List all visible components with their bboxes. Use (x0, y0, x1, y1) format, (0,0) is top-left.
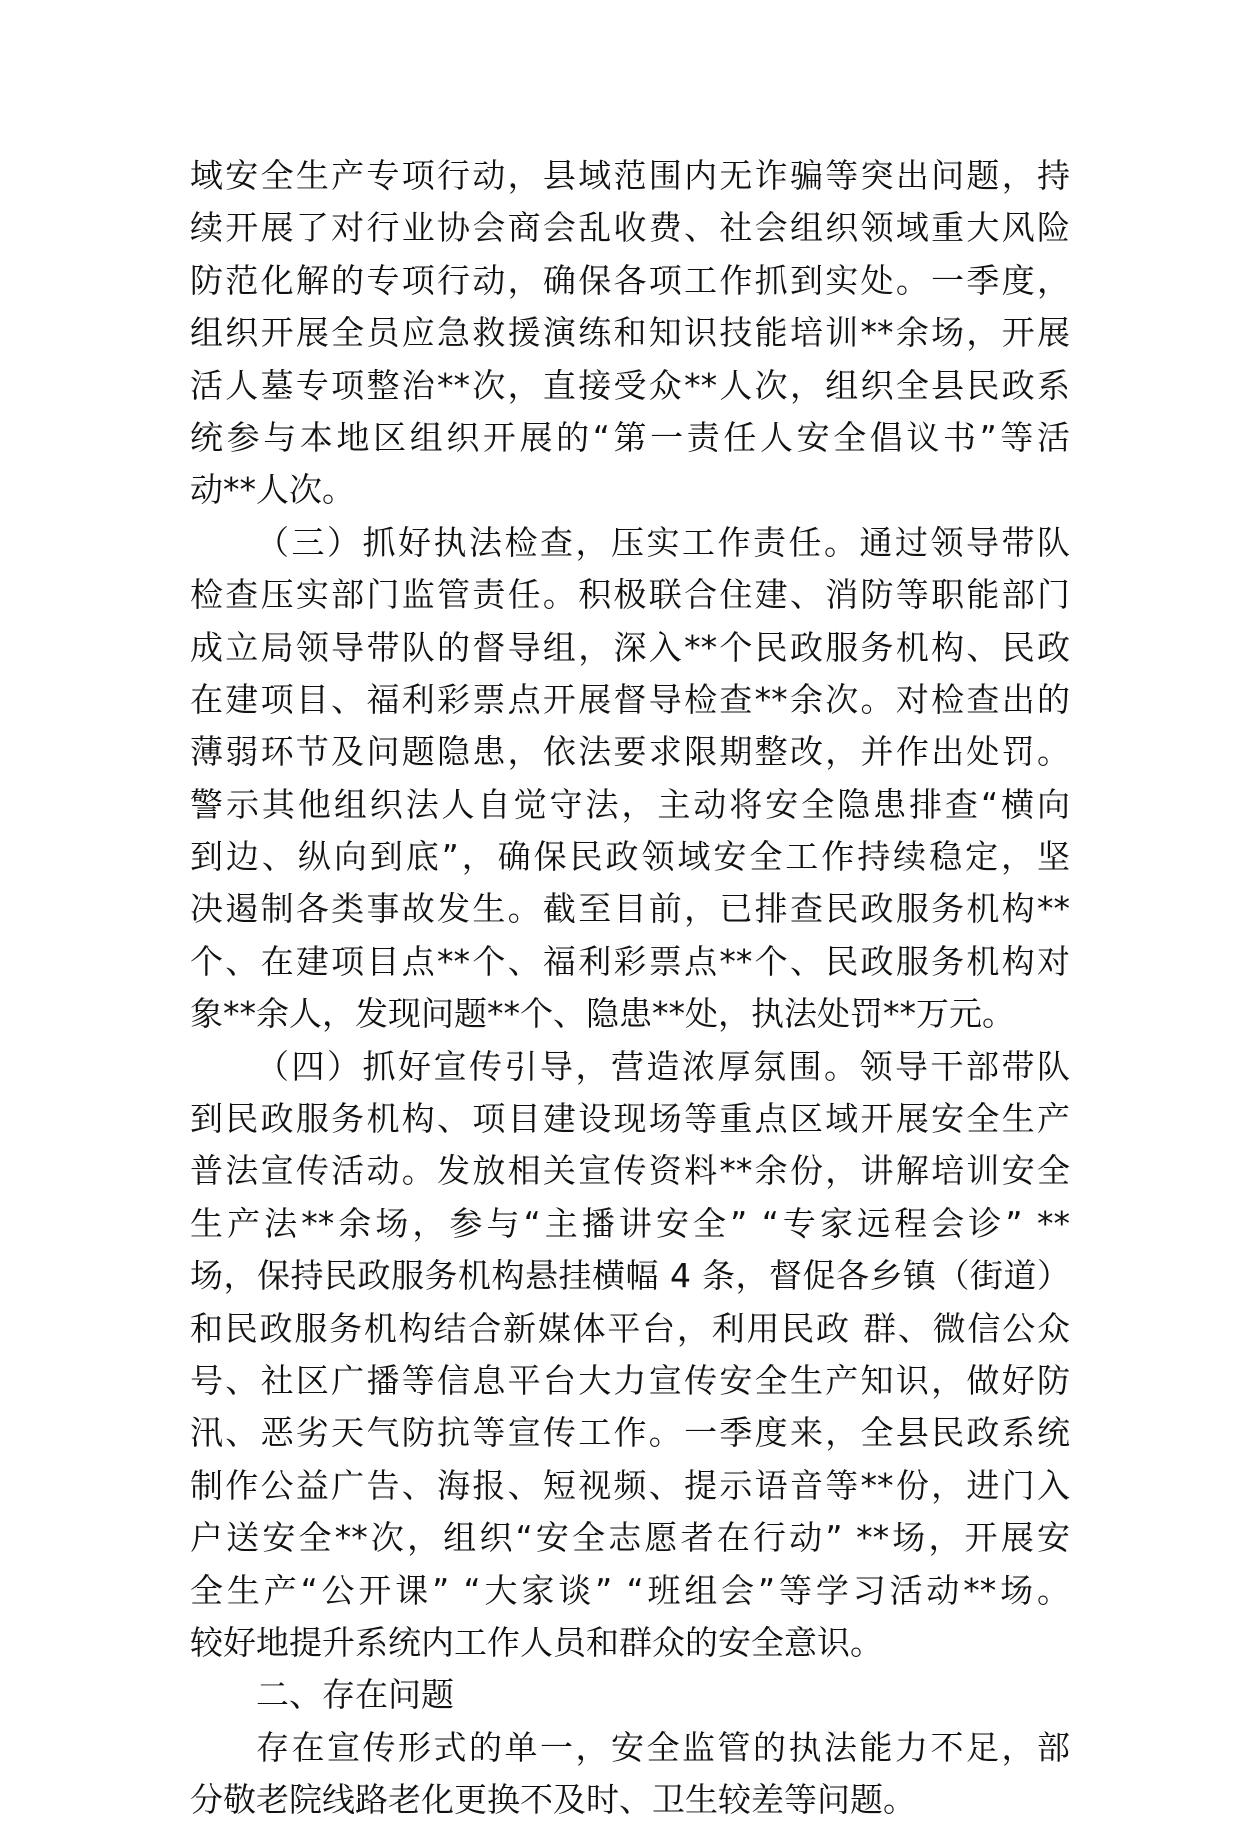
text-line: 防范化解的专项行动，确保各项工作抓到实处。一季度， (190, 260, 1070, 300)
text-line: 动**人次。 (190, 470, 355, 510)
text-line: （四）抓好宣传引导，营造浓厚氛围。领导干部带队 (256, 1046, 1070, 1086)
text-line: 到边、纵向到底”，确保民政领域安全工作持续稳定，坚 (190, 837, 1070, 877)
text-line: 域安全生产专项行动，县域范围内无诈骗等突出问题，持 (190, 156, 1070, 195)
text-line: 续开展了对行业协会商会乱收费、社会组织领域重大风险 (190, 208, 1070, 248)
text-line: 检查压实部门监管责任。积极联合住建、消防等职能部门 (190, 575, 1070, 615)
text-line: 分敬老院线路老化更换不及时、卫生较差等问题。 (190, 1780, 916, 1820)
text-line: 场，保持民政服务机构悬挂横幅 4 条，督促各乡镇（街道） (190, 1256, 1070, 1296)
text-line: 户送安全**次，组织“安全志愿者在行动” **场，开展安 (190, 1518, 1070, 1558)
text-line: 到民政服务机构、项目建设现场等重点区域开展安全生产 (190, 1099, 1070, 1139)
text-line: 个、在建项目点**个、福利彩票点**个、民政服务机构对 (190, 941, 1070, 981)
text-line: 活人墓专项整治**次，直接受众**人次，组织全县民政系 (190, 365, 1070, 405)
text-line: 组织开展全员应急救援演练和知识技能培训**余场，开展 (190, 313, 1070, 353)
text-line: 薄弱环节及问题隐患，依法要求限期整改，并作出处罚。 (190, 732, 1070, 772)
text-line: 普法宣传活动。发放相关宣传资料**余份，讲解培训安全 (190, 1151, 1070, 1191)
text-line: 警示其他组织法人自觉守法，主动将安全隐患排查“横向 (190, 784, 1070, 824)
text-line: 统参与本地区组织开展的“第一责任人安全倡议书”等活 (190, 417, 1070, 457)
text-line: 成立局领导带队的督导组，深入**个民政服务机构、民政 (190, 627, 1070, 667)
text-line: 存在宣传形式的单一，安全监管的执法能力不足，部 (256, 1727, 1070, 1767)
text-line: 二、存在问题 (256, 1675, 454, 1715)
text-line: 全生产“公开课” “大家谈” “班组会”等学习活动**场。 (190, 1570, 1070, 1610)
text-line: 汛、恶劣天气防抗等宣传工作。一季度来，全县民政系统 (190, 1413, 1070, 1453)
text-line: 生产法**余场，参与“主播讲安全” “专家远程会诊” ** (190, 1203, 1070, 1243)
text-line: 较好地提升系统内工作人员和群众的安全意识。 (190, 1622, 883, 1662)
text-line: 决遏制各类事故发生。截至目前，已排查民政服务机构** (190, 889, 1070, 929)
text-line: 号、社区广播等信息平台大力宣传安全生产知识，做好防 (190, 1360, 1070, 1400)
text-line: 和民政服务机构结合新媒体平台，利用民政 群、微信公众 (190, 1308, 1070, 1348)
text-line: 在建项目、福利彩票点开展督导检查**余次。对检查出的 (190, 679, 1070, 719)
text-line: （三）抓好执法检查，压实工作责任。通过领导带队 (256, 522, 1070, 562)
text-line: 制作公益广告、海报、短视频、提示语音等**份，进门入 (190, 1465, 1070, 1505)
text-line: 象**余人，发现问题**个、隐患**处，执法处罚**万元。 (190, 994, 1015, 1034)
document-body (190, 150, 1070, 1827)
